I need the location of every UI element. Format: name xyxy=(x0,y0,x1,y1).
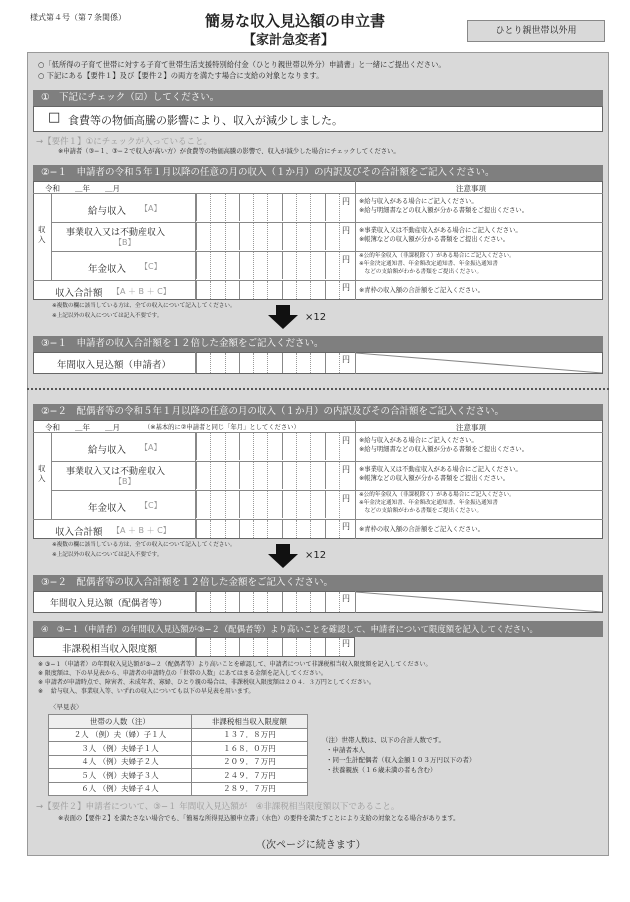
pension-note1-21: ※公的年金収入（非課税除く）がある場合にご記入ください。 xyxy=(359,253,515,259)
spouse-annual-yen: 円 xyxy=(342,594,350,603)
salary-note2-21: ※給与明細書などの収入額が分かる書類をご提出ください。 xyxy=(359,207,528,214)
requirement-2: →【要件２】申請者について、③−１ 年間収入見込額が ④非課税相当限度額以下であること。 xyxy=(36,802,400,812)
form-type-badge: ひとり親世帯以外用 xyxy=(467,20,605,42)
table-row: ３人 （例）夫婦子１人 １６８．０万円 xyxy=(49,742,308,756)
total-sub-22: 【A ＋ B ＋ C】 xyxy=(112,526,171,535)
business-input-22[interactable] xyxy=(196,462,340,489)
table-row: ２人 （例）夫（婦）子１人 １３７．８万円 xyxy=(49,728,308,742)
total-sub-21: 【A ＋ B ＋ C】 xyxy=(112,287,171,296)
salary-sub-22: 【A】 xyxy=(140,443,162,452)
annual-income-input[interactable] xyxy=(196,353,340,373)
page-subtitle: 【家計急変者】 xyxy=(243,33,335,48)
pension-label-21: 年金収入 xyxy=(88,264,127,275)
diagonal-strike xyxy=(356,592,602,612)
salary-yen-21: 円 xyxy=(342,197,350,206)
household-note-4: ・扶養親族（１６歳未満の者も含む） xyxy=(326,766,437,774)
section22-foot1: ※複数の欄に該当している方は、全ての収入について記入してください。 xyxy=(52,542,236,548)
down-arrow-icon xyxy=(276,305,290,315)
section22-date-note: （※基本的に②申請者と同じ「年月」としてください） xyxy=(144,424,300,431)
business-label-22: 事業収入又は不動産収入 xyxy=(66,467,166,477)
down-arrow-icon xyxy=(276,544,290,554)
section22-side-label: 収入 xyxy=(38,464,46,483)
business-label-21: 事業収入又は不動産収入 xyxy=(66,228,166,238)
section21-heading: ②−１ 申請者の令和５年１月以降の任意の月の収入（１か月）の内訳及びその合計額をご記入ください。 xyxy=(33,165,603,181)
reduction-check-text: 食費等の物価高騰の影響により、収入が減少しました。 xyxy=(68,114,343,127)
total-input-21[interactable] xyxy=(196,281,340,299)
salary-note2-22: ※給与明細書などの収入額が分かる書類をご提出ください。 xyxy=(359,446,528,453)
table-row: ４人 （例）夫婦子２人 ２０９．７万円 xyxy=(49,755,308,769)
business-note1-21: ※事業収入又は不動産収入がある場合にご記入ください。 xyxy=(359,227,522,234)
footer-note: ※表面の【要件２】を満たさない場合でも、「簡易な所得見込額申立書」（水色）の要件を満たすことにより支給の対象となる場合があります。 xyxy=(58,815,460,822)
household-note-3: ・同一生計配偶者（収入金額１０３万円以下の者） xyxy=(326,756,476,764)
quick-reference-table xyxy=(48,714,308,796)
pension-note3-22: などの支給額がわかる書類をご提出ください。 xyxy=(359,508,483,514)
section1-heading: ① 下記にチェック（☑）してください。 xyxy=(33,90,603,106)
continue-text: （次ページに続きます） xyxy=(256,840,366,851)
total-label-22: 収入合計額 xyxy=(55,527,103,538)
table-header: 非課税相当収入限度額 xyxy=(191,715,307,729)
table-header: 世帯の人数（注） xyxy=(49,715,192,729)
section1-note: ※申請者（③−１、③−２で収入が高い方）が食費等の物価高騰の影響で、収入が減少した場合にチェックしてください。 xyxy=(58,148,400,155)
section4-heading: ④ ③−１（申請者）の年間収入見込額が③−２（配偶者等）より高いことを確認して、申請者について限度額を記入してください。 xyxy=(33,621,603,637)
section22-date: 令和 ＿年 ＿月 xyxy=(45,423,120,432)
salary-note1-22: ※給与収入がある場合にご記入ください。 xyxy=(359,437,478,444)
tax-exempt-limit-input[interactable] xyxy=(196,638,340,656)
business-note2-21: ※帳簿などの収入額が分かる書類をご提出ください。 xyxy=(359,236,510,243)
pension-note2-21: ※年金決定通知書、年金額改定通知書、年金振込通知書 xyxy=(359,261,498,267)
form-number: 様式第４号（第７条関係） xyxy=(30,13,126,22)
reduction-checkbox[interactable]: □ xyxy=(48,110,61,125)
household-note-1: （注）世帯人数は、以下の合計人数です。 xyxy=(322,736,445,744)
pension-label-22: 年金収入 xyxy=(88,503,127,514)
pension-sub-21: 【C】 xyxy=(140,262,162,271)
pension-sub-22: 【C】 xyxy=(140,501,162,510)
salary-input-21[interactable] xyxy=(196,194,340,221)
annual-income-yen: 円 xyxy=(342,355,350,364)
section31-heading: ③−１ 申請者の収入合計額を１２倍した金額をご記入ください。 xyxy=(33,336,603,352)
intro-line-2: ○ 下記にある【要件１】及び【要件２】の両方を満たす場合に支給の対象となります。 xyxy=(38,71,324,80)
section4-note-2: ※ 限度額は、下の早見表から、申請者の申請時点の「世帯の人数」にあてはまる金額を記入してください。 xyxy=(38,670,327,677)
section22-heading: ②−２ 配偶者等の令和５年１月以降の任意の月の収入（１か月）の内訳及びその合計額をご記入ください。 xyxy=(33,404,603,420)
business-sub-22: 【B】 xyxy=(114,477,136,486)
table-row: ６人 （例）夫婦子４人 ２８９．７万円 xyxy=(49,782,308,796)
salary-yen-22: 円 xyxy=(342,436,350,445)
business-note1-22: ※事業収入又は不動産収入がある場合にご記入ください。 xyxy=(359,466,522,473)
spouse-annual-label: 年間収入見込額（配偶者等） xyxy=(50,599,168,609)
salary-input-22[interactable] xyxy=(196,433,340,460)
pension-yen-21: 円 xyxy=(342,255,350,264)
tax-exempt-limit-label: 非課税相当収入限度額 xyxy=(62,644,158,655)
section21-foot2: ※上記以外の収入については記入不要です。 xyxy=(52,313,163,319)
pension-note3-21: などの支給額がわかる書類をご提出ください。 xyxy=(359,269,483,275)
section21-date: 令和 ＿年 ＿月 xyxy=(45,184,120,193)
salary-note1-21: ※給与収入がある場合にご記入ください。 xyxy=(359,198,478,205)
pension-input-22[interactable] xyxy=(196,491,340,518)
multiplier-12: ×12 xyxy=(305,550,327,561)
section21-foot1: ※複数の欄に該当している方は、全ての収入について記入してください。 xyxy=(52,303,236,309)
section4-note-1: ※ ③−１（申請者）の年間収入見込額が③−２（配偶者等）より高いことを確認して、申請者について非課税相当収入限度額を記入してください。 xyxy=(38,661,432,668)
diagonal-strike xyxy=(356,353,602,373)
business-sub-21: 【B】 xyxy=(114,238,136,247)
total-input-22[interactable] xyxy=(196,520,340,538)
pension-input-21[interactable] xyxy=(196,252,340,279)
household-note-2: ・申請者本人 xyxy=(326,746,365,754)
annual-income-label: 年間収入見込額（申請者） xyxy=(57,360,172,371)
section32-heading: ③−２ 配偶者等の収入合計額を１２倍した金額をご記入ください。 xyxy=(33,575,603,591)
down-arrow-icon xyxy=(268,554,298,568)
salary-sub-21: 【A】 xyxy=(140,204,162,213)
section22-foot2: ※上記以外の収入については記入不要です。 xyxy=(52,552,163,558)
total-note-21: ※青枠の収入額の合計額をご記入ください。 xyxy=(359,287,484,294)
total-yen-21: 円 xyxy=(342,283,350,292)
section22-notes-header: 注意事項 xyxy=(456,423,486,432)
separator-dotted xyxy=(27,388,609,390)
quick-table-caption: 〈早見表〉 xyxy=(50,703,83,711)
business-yen-22: 円 xyxy=(342,465,350,474)
tax-exempt-limit-yen: 円 xyxy=(342,639,350,648)
business-input-21[interactable] xyxy=(196,223,340,250)
table-row: ５人 （例）夫婦子３人 ２４９．７万円 xyxy=(49,769,308,783)
business-note2-22: ※帳簿などの収入額が分かる書類をご提出ください。 xyxy=(359,475,510,482)
section21-side-label: 収入 xyxy=(38,225,46,244)
pension-yen-22: 円 xyxy=(342,494,350,503)
salary-label-21: 給与収入 xyxy=(88,206,127,217)
intro-line-1: ○「低所得の子育て世帯に対する子育て世帯生活支援特別給付金（ひとり親世帯以外分）申請書」と一緒にご提出ください。 xyxy=(38,60,446,69)
section21-notes-header: 注意事項 xyxy=(456,184,486,193)
section4-note-3: ※ 申請者が申請時点で、障害者、未成年者、寡婦、ひとり親の場合は、非課税収入限度額は２０４．３万円としてください。 xyxy=(38,679,375,686)
down-arrow-icon xyxy=(268,315,298,329)
salary-label-22: 給与収入 xyxy=(88,445,127,456)
spouse-annual-input[interactable] xyxy=(196,592,340,612)
page-title: 簡易な収入見込額の申立書 xyxy=(205,12,386,30)
total-yen-22: 円 xyxy=(342,522,350,531)
section4-note-4: ※ 給与収入、事業収入等、いずれの収入についても以下の早見表を用います。 xyxy=(38,688,255,695)
pension-note2-22: ※年金決定通知書、年金額改定通知書、年金振込通知書 xyxy=(359,500,498,506)
pension-note1-22: ※公的年金収入（非課税除く）がある場合にご記入ください。 xyxy=(359,492,515,498)
requirement-1: →【要件１】①にチェックが入っていること。 xyxy=(36,137,212,147)
business-yen-21: 円 xyxy=(342,226,350,235)
total-note-22: ※青枠の収入額の合計額をご記入ください。 xyxy=(359,526,484,533)
total-label-21: 収入合計額 xyxy=(55,288,103,299)
multiplier-12: ×12 xyxy=(305,312,327,323)
